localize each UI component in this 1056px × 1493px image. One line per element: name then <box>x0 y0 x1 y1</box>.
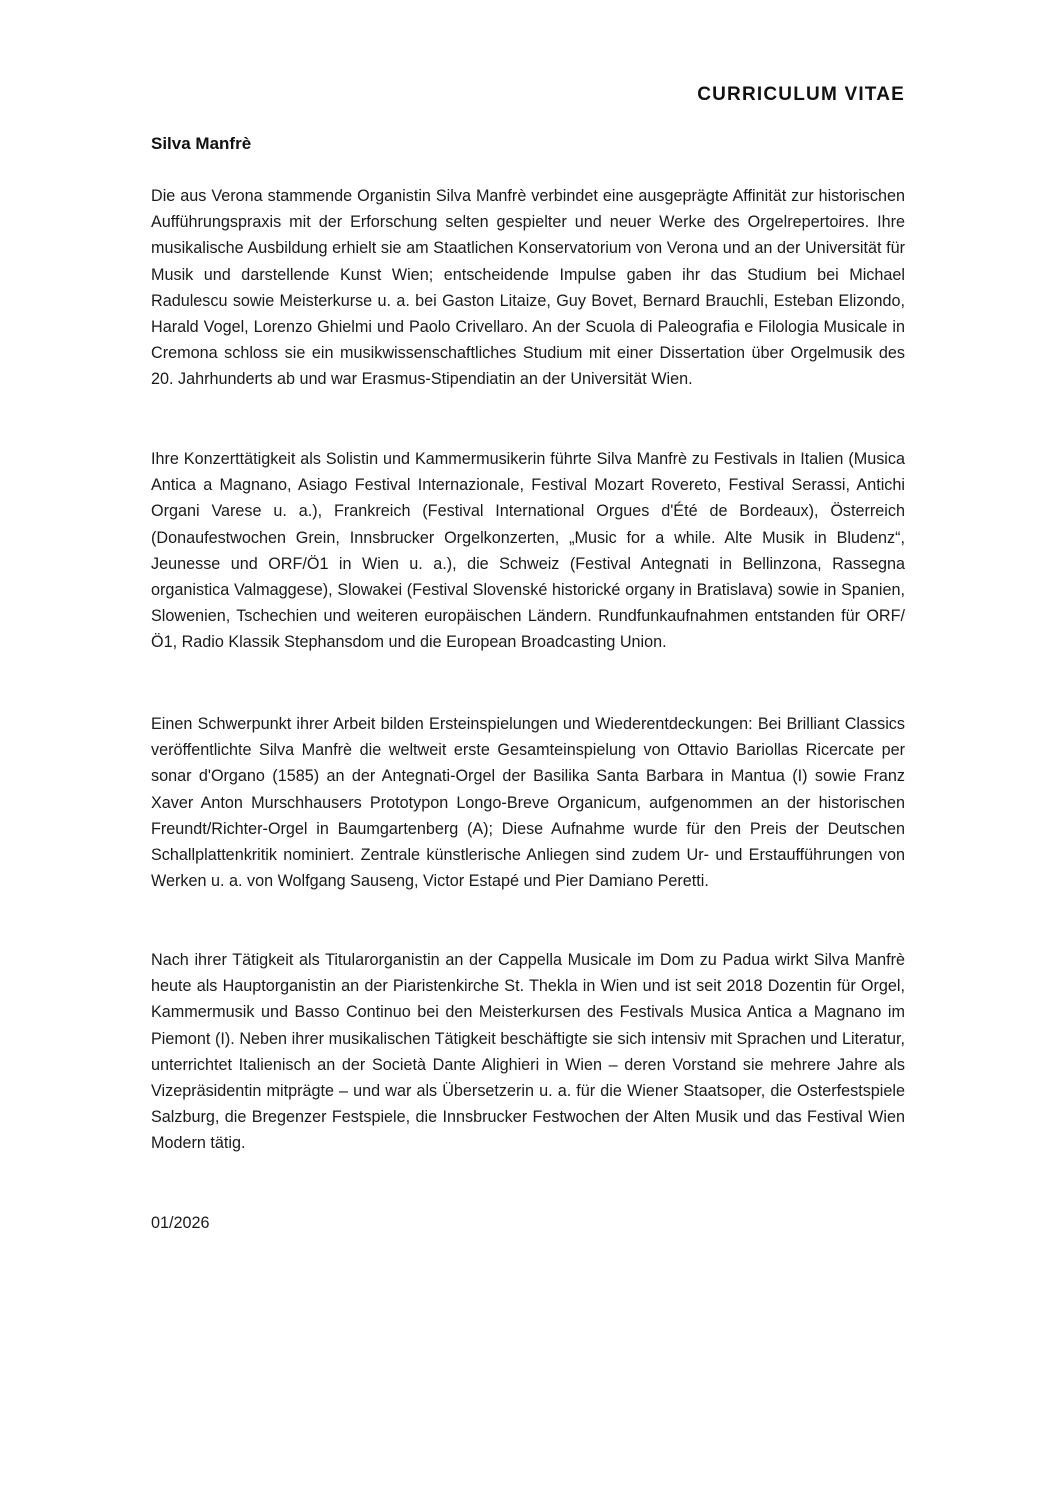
person-name: Silva Manfrè <box>151 134 252 153</box>
paragraph-recordings: Einen Schwerpunkt ihrer Arbeit bilden Ersteinspielungen und Wiederentdeckungen: Bei Brilliant Classics veröffentlichte Silva Manfrè die weltweit erste Gesamteinspielung von Ottavio Bariollas Ricercate per sonar d'Organo (1585) an der Antegnati-Orgel der Basilika Santa Barbara in Mantua (I) sowie Franz Xaver Anton Murschhausers Prototypon Longo-Breve Organicum, aufgenommen an der historischen Freundt/Richter-Orgel in Baumgartenberg (A); Diese Aufnahme wurde für den Preis der Deutschen Schallplattenkritik nominiert. Zentrale künstlerische Anliegen sind zudem Ur- und Erstaufführungen von Werken u. a. von Wolfgang Sauseng, Victor Estapé und Pier Damiano Peretti. <box>151 715 905 891</box>
document-date: 01/2026 <box>151 1214 210 1232</box>
paragraph-positions: Nach ihrer Tätigkeit als Titularorganistin an der Cappella Musicale im Dom zu Padua wirkt Silva Manfrè heute als Hauptorganistin an der Piaristenkirche St. Thekla in Wien und ist seit 2018 Dozentin für Orgel, Kammermusik und Basso Continuo bei den Meisterkursen des Festivals Musica Antica a Magnano im Piemont (I). Neben ihrer musikalischen Tätigkeit beschäftigte sie sich intensiv mit Sprachen und Literatur, unterrichtet Italienisch an der Società Dante Alighieri in Wien – deren Vorstand sie mehrere Jahre als Vizepräsidentin mitprägte – und war als Übersetzerin u. a. für die Wiener Staatsoper, die Osterfestspiele Salzburg, die Bregenzer Festspiele, die Innsbrucker Festwochen der Alten Musik und das Festival Wien Modern tätig. <box>151 951 905 1153</box>
paragraph-concerts: Ihre Konzerttätigkeit als Solistin und Kammermusikerin führte Silva Manfrè zu Festivals in Italien (Musica Antica a Magnano, Asiago Festival Internazionale, Festival Mozart Rovereto, Festival Serassi, Antichi Organi Varese u. a.), Frankreich (Festival International Orgues d'Été de Bordeaux), Österreich (Donaufestwochen Grein, Innsbrucker Orgelkonzerten, „Music for a while. Alte Musik in Bludenz“, Jeunesse und ORF/Ö1 in Wien u. a.), die Schweiz (Festival Antegnati in Bellinzona, Rassegna organistica Valmaggese), Slowakei (Festival Slovenské historické organy in Bratislava) sowie in Spanien, Slowenien, Tschechien und weiteren europäischen Ländern. Rundfunkaufnahmen entstanden für ORF/Ö1, Radio Klassik Stephansdom und die European Broadcasting Union. <box>151 450 905 652</box>
document-title: CURRICULUM VITAE <box>697 84 905 105</box>
paragraph-education: Die aus Verona stammende Organistin Silva Manfrè verbindet eine ausgeprägte Affinität zur historischen Aufführungspraxis mit der Erforschung selten gespielter und neuer Werke des Orgelrepertoires. Ihre musikalische Ausbildung erhielt sie am Staatlichen Konservatorium von Verona und an der Universität für Musik und darstellende Kunst Wien; entscheidende Impulse gaben ihr das Studium bei Michael Radulescu sowie Meisterkurse u. a. bei Gaston Litaize, Guy Bovet, Bernard Brauchli, Esteban Elizondo, Harald Vogel, Lorenzo Ghielmi und Paolo Crivellaro. An der Scuola di Paleografia e Filologia Musicale in Cremona schloss sie ein musikwissenschaftliches Studium mit einer Dissertation über Orgelmusik des 20. Jahrhunderts ab und war Erasmus-Stipendiatin an der Universität Wien. <box>151 187 905 389</box>
